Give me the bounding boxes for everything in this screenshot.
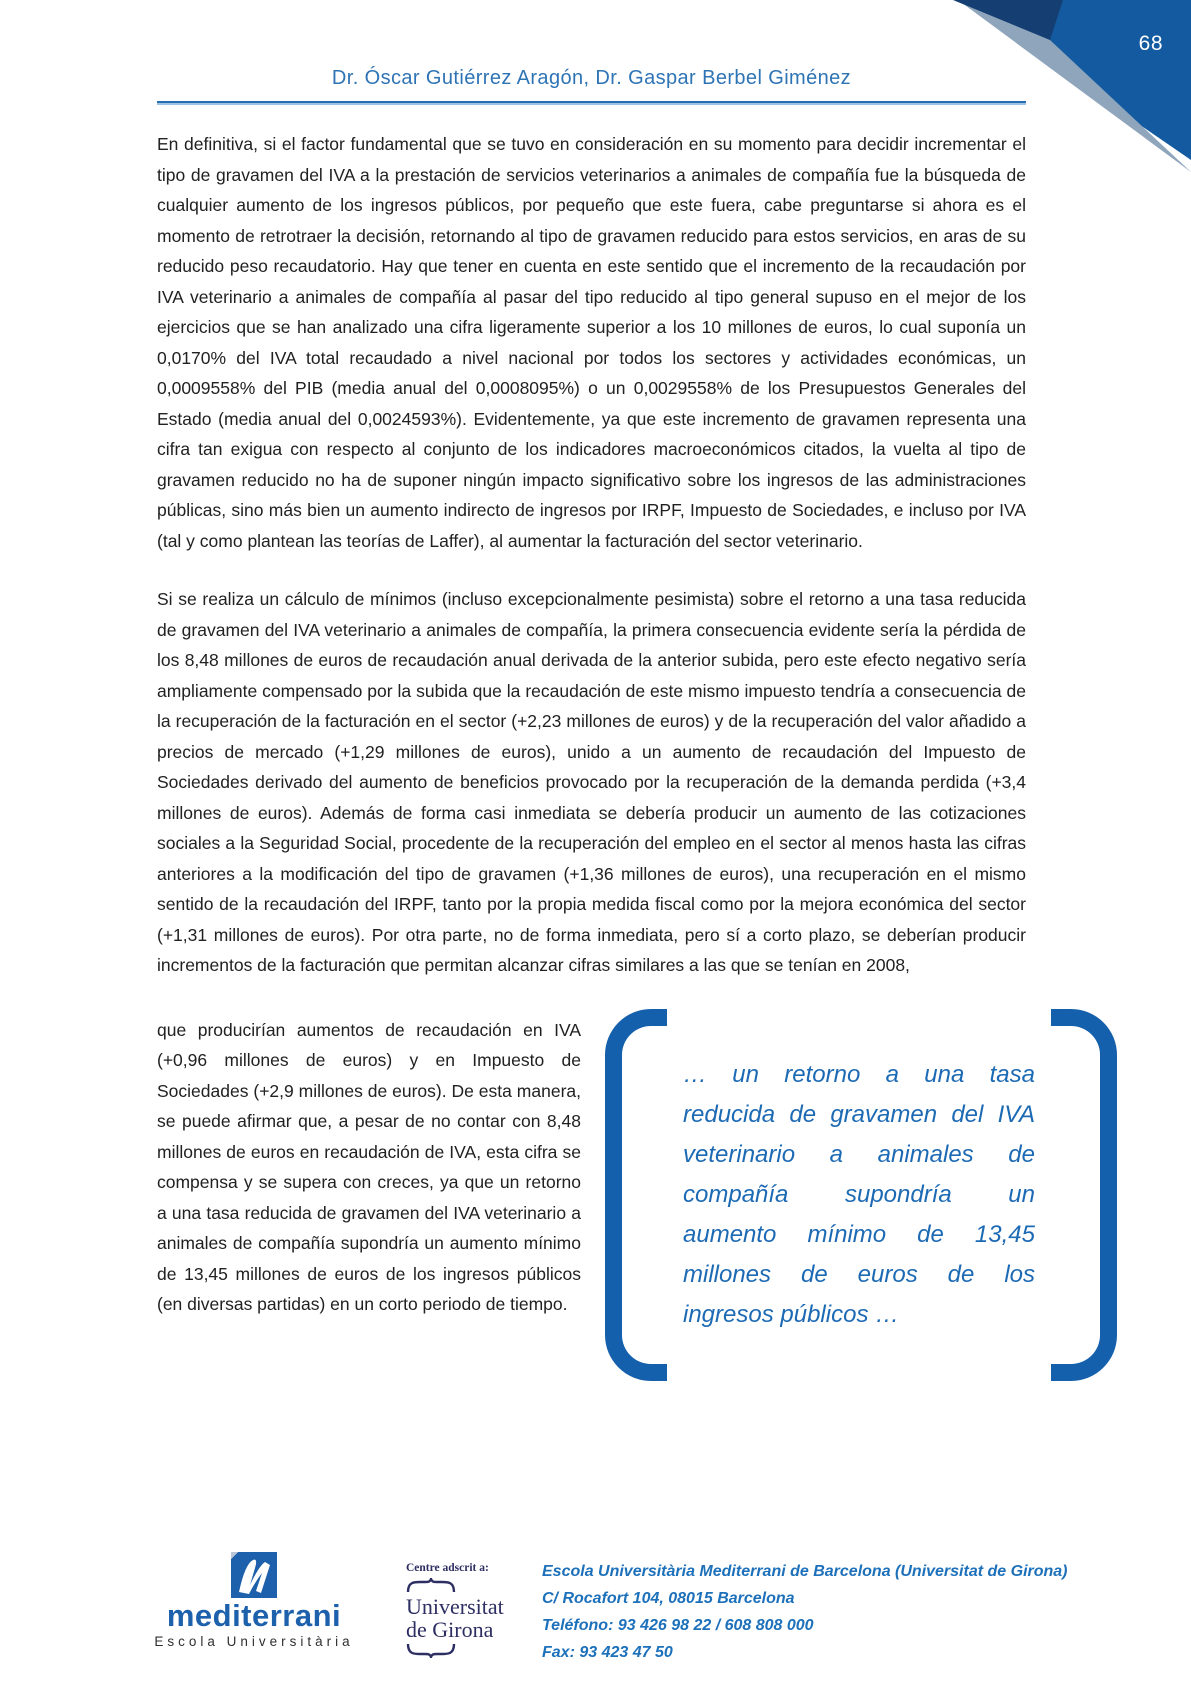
mediterrani-wordmark: mediterrani [166,1598,342,1633]
udg-underbrace-icon [406,1643,456,1658]
udg-affiliation-label: Centre adscrit a: [406,1562,489,1574]
mediterrani-m-icon [231,1552,277,1598]
contact-line-address: C/ Rocafort 104, 08015 Barcelona [542,1590,795,1607]
page-number: 68 [1138,32,1163,55]
contact-line-fax: Fax: 93 423 47 50 [542,1644,673,1661]
main-content [157,64,1035,1381]
contact-info [542,1558,1102,1666]
udg-overbrace-icon [406,1578,456,1593]
mediterrani-subtitle: Escola Universitària [154,1634,354,1649]
quote-bracket-right-icon [1051,1009,1117,1381]
paragraph-2: Si se realiza un cálculo de mínimos (incluso excepcionalmente pesimista) sobre el retorno a una tasa reducida de gravamen del IVA veterinario a animales de compañía, la primera consecuencia evidente sería la pérdida de los 8,48 millones de euros de recaudación anual derivada de la anterior subida, pero este efecto negativo sería ampliamente compensado por la subida que la recaudación de este mismo impuesto tendría a consecuencia de la recuperación de la facturación en el sector (+2,23 millones de euros) y de la recuperación del valor añadido a precios de mercado (+1,29 millones de euros), unido a un aumento de recaudación del Impuesto de Sociedades derivado del aumento de beneficios provocado por la recuperación de la demanda perdida (+3,4 millones de euros). Además de forma casi inmediata se debería producir un aumento de las cotizaciones sociales a la Seguridad Social, procedente de la recuperación del empleo en el sector al menos hasta las cifras anteriores a la modificación del tipo de gravamen (+1,36 millones de euros), una recuperación en el mismo sentido de la recaudación del IRPF, tanto por la propia medida fiscal como por la mejora económica del sector (+1,31 millones de euros). Por otra parte, no de forma inmediata, pero sí a corto plazo, se deberían producir incrementos de la facturación que permitan alcanzar cifras similares a las que se tenían en 2008, [157,589,1026,975]
paragraph-2-continued: que producirían aumentos de recaudación en IVA (+0,96 millones de euros) y en Impuesto de Sociedades (+2,9 millones de euros). De esta manera, se puede afirmar que, a pesar de no contar con 8,48 millones de euros en recaudación de IVA, esta cifra se compensa y se supera con creces, ya que un retorno a una tasa reducida de gravamen del IVA veterinario a animales de compañía supondría un aumento mínimo de 13,45 millones de euros de los ingresos públicos (en diversas partidas) en un corto periodo de tiempo. [157,1019,581,1314]
paragraph-1: En definitiva, si el factor fundamental que se tuvo en consideración en su momento para decidir incrementar el tipo de gravamen del IVA a la prestación de servicios veterinarios a animales de compañía fue la búsqueda de cualquier aumento de los ingresos públicos, por pequeño que este fuera, cabe preguntarse si ahora es el momento de retrotraer la decisión, retornando al tipo de gravamen reducido para estos servicios, en aras de su reducido peso recaudatorio. Hay que tener en cuenta en este sentido que el incremento de la recaudación por IVA veterinario a animales de compañía al pasar del tipo reducido al tipo general supuso en el mejor de los ejercicios que se han analizado una cifra ligeramente superior a los 10 millones de euros, lo cual suponía un 0,0170% del IVA total recaudado a nivel nacional por todos los sectores y actividades económicas, un 0,0009558% del PIB (media anual del 0,0008095%) o un 0,0029558% de los Presupuestos Generales del Estado (media anual del 0,0024593%). Evidentemente, ya que este incremento de gravamen representa una cifra tan exigua con respecto al conjunto de los indicadores macroeconómicos citados, la vuelta al tipo de gravamen reducido no ha de suponer ningún impacto significativo sobre los ingresos de las administraciones públicas, sino más bien un aumento indirecto de ingresos por IRPF, Impuesto de Sociedades, e incluso por IVA (tal y como plantean las teorías de Laffer), al aumentar la facturación del sector veterinario. [157,134,1026,551]
contact-line-phone: Teléfono: 93 426 98 22 / 608 808 000 [542,1617,814,1634]
udg-name-line1: Universitat [406,1594,504,1619]
universitat-de-girona-logo [406,1562,536,1660]
udg-name-line2: de Girona [406,1617,494,1642]
pull-quote [605,1009,1117,1381]
contact-line-school: Escola Universitària Mediterrani de Barcelona (Universitat de Girona) [542,1563,1068,1580]
mediterrani-logo [147,1552,361,1650]
pull-quote-text: … un retorno a una tasa reducida de gravamen del IVA veterinario a animales de compañía supondría un aumento mínimo de 13,45 millones de euros de los ingresos públicos … [683,1060,1035,1328]
text-and-quote-row [157,1009,1035,1381]
page-footer [0,1552,1191,1667]
quote-bracket-left-icon [605,1009,667,1381]
page-title: Dr. Óscar Gutiérrez Aragón, Dr. Gaspar Berbel Giménez [157,64,1026,103]
